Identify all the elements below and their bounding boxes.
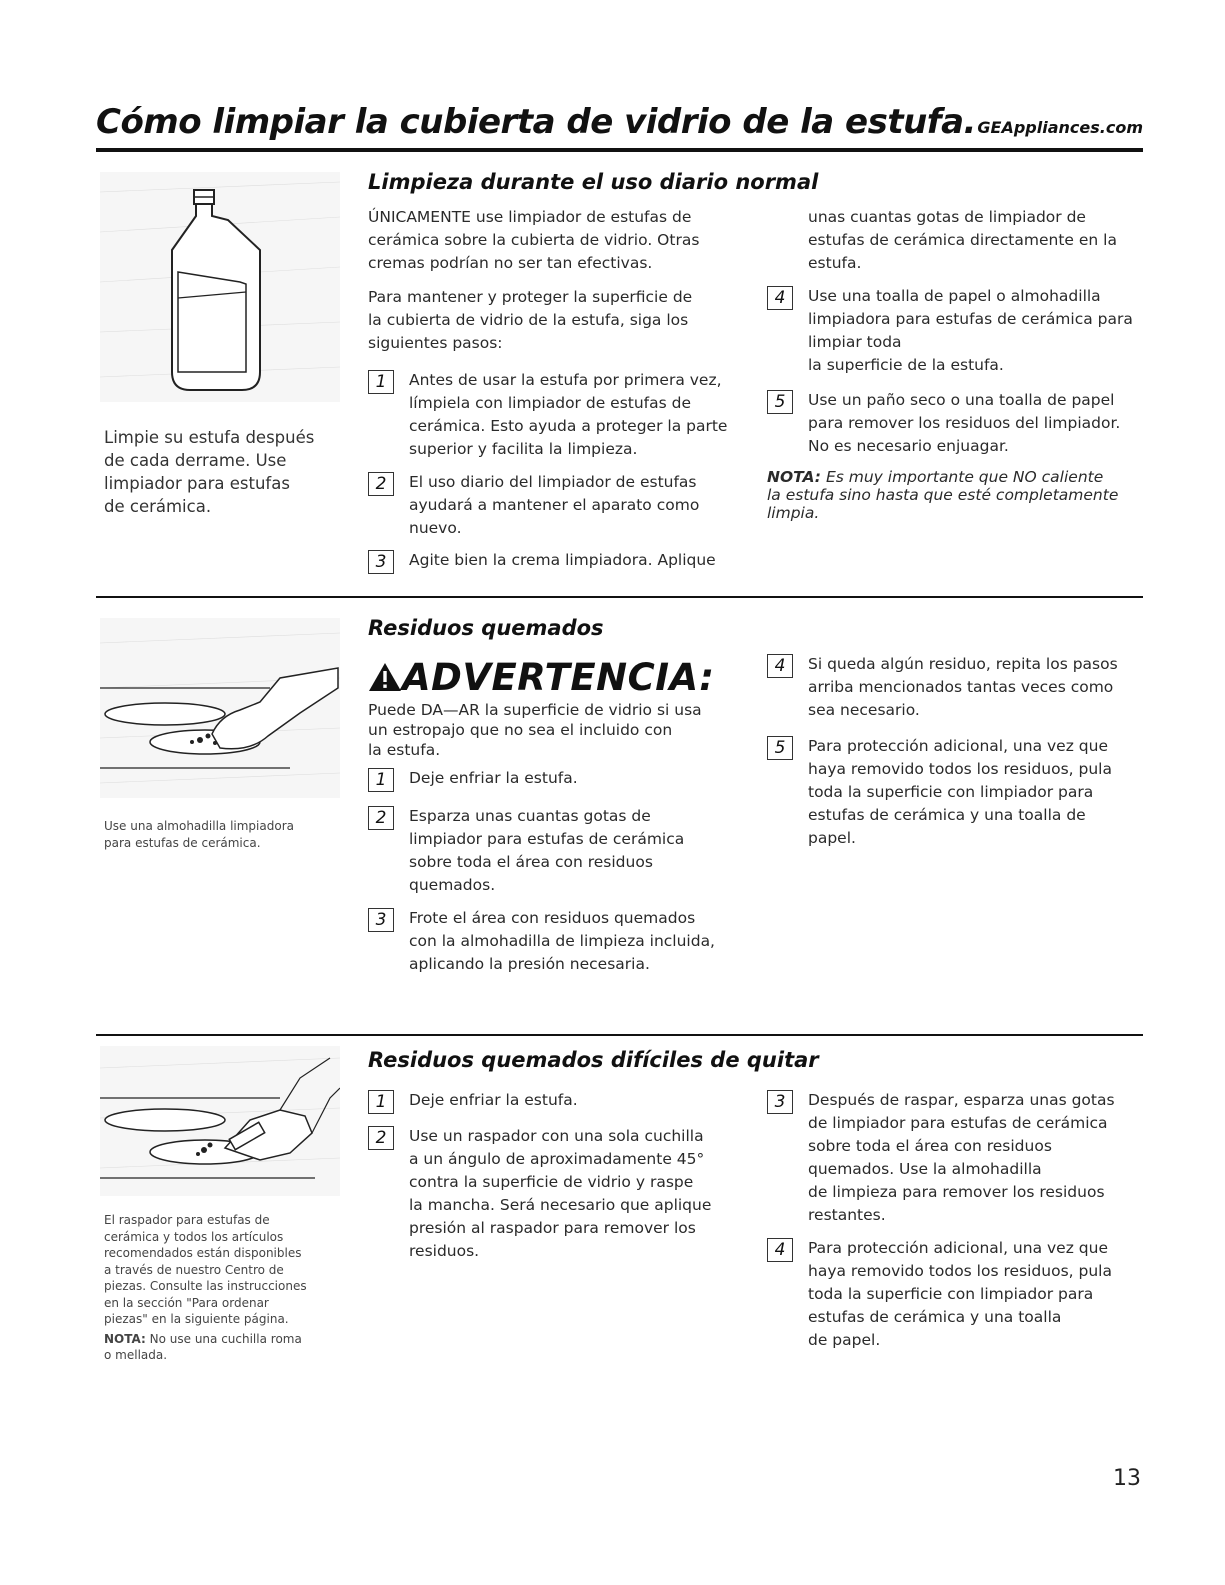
scraper-illustration bbox=[100, 1038, 340, 1198]
section1-caption: Limpie su estufa después de cada derrame. Use limpiador para estufas de cerámica. bbox=[104, 428, 315, 516]
section1-title: Limpieza durante el uso diario normal bbox=[368, 170, 819, 194]
step-number: 4 bbox=[767, 654, 793, 678]
warning-text: Puede DA—AR la superficie de vidrio si usa un estropajo que no sea el incluido con la estufa. bbox=[368, 701, 702, 759]
section1-intro-1: ÚNICAMENTE use limpiador de estufas de cerámica sobre la cubierta de vidrio. Otras cremas podrían no ser tan efectivas. bbox=[368, 208, 700, 272]
step-number: 5 bbox=[767, 390, 793, 414]
step-number: 2 bbox=[368, 472, 394, 496]
step-number: 3 bbox=[368, 908, 394, 932]
scrub-pad-illustration bbox=[100, 618, 340, 798]
warning-icon bbox=[368, 661, 402, 693]
section2-title: Residuos quemados bbox=[368, 616, 604, 640]
note-label: NOTA: bbox=[767, 468, 822, 486]
s1-step-3-continuation: unas cuantas gotas de limpiador de estufas de cerámica directamente en la estufa. bbox=[808, 208, 1117, 272]
section1-intro-2: Para mantener y proteger la superficie de la cubierta de vidrio de la estufa, siga los siguientes pasos: bbox=[368, 288, 693, 352]
step-number: 2 bbox=[368, 1126, 394, 1150]
step-number: 3 bbox=[767, 1090, 793, 1114]
step-number: 1 bbox=[368, 1090, 394, 1114]
warning-heading: ADVERTENCIA: bbox=[368, 656, 715, 699]
section-divider bbox=[96, 596, 1143, 598]
note-label: NOTA: bbox=[104, 1331, 146, 1346]
step-number: 2 bbox=[368, 806, 394, 830]
section1-note: NOTA: Es muy importante que NO caliente la estufa sino hasta que esté completamente limpia. bbox=[767, 468, 1119, 522]
step-number: 4 bbox=[767, 286, 793, 310]
section2-caption: Use una almohadilla limpiadora para estufas de cerámica. bbox=[104, 819, 294, 850]
section-divider bbox=[96, 1034, 1143, 1036]
step-number: 4 bbox=[767, 1238, 793, 1262]
step-number: 3 bbox=[368, 550, 394, 574]
section3-title: Residuos quemados difíciles de quitar bbox=[368, 1048, 819, 1072]
page-number: 13 bbox=[1113, 1466, 1141, 1491]
step-number: 1 bbox=[368, 768, 394, 792]
section3-caption: El raspador para estufas de cerámica y todos los artículos recomendados están disponibles a través de nuestro Centro de piezas. Consulte las instrucciones en la sección "Para ordenar piezas" en la siguiente página. NOTA: No use una cuchilla roma o mellada. bbox=[104, 1213, 307, 1362]
cleaner-bottle-illustration bbox=[100, 172, 340, 402]
header-rule bbox=[96, 148, 1143, 152]
site-url: GEAppliances.com bbox=[977, 118, 1143, 137]
step-number: 1 bbox=[368, 370, 394, 394]
step-number: 5 bbox=[767, 736, 793, 760]
page-title: Cómo limpiar la cubierta de vidrio de la estufa. bbox=[96, 102, 976, 142]
